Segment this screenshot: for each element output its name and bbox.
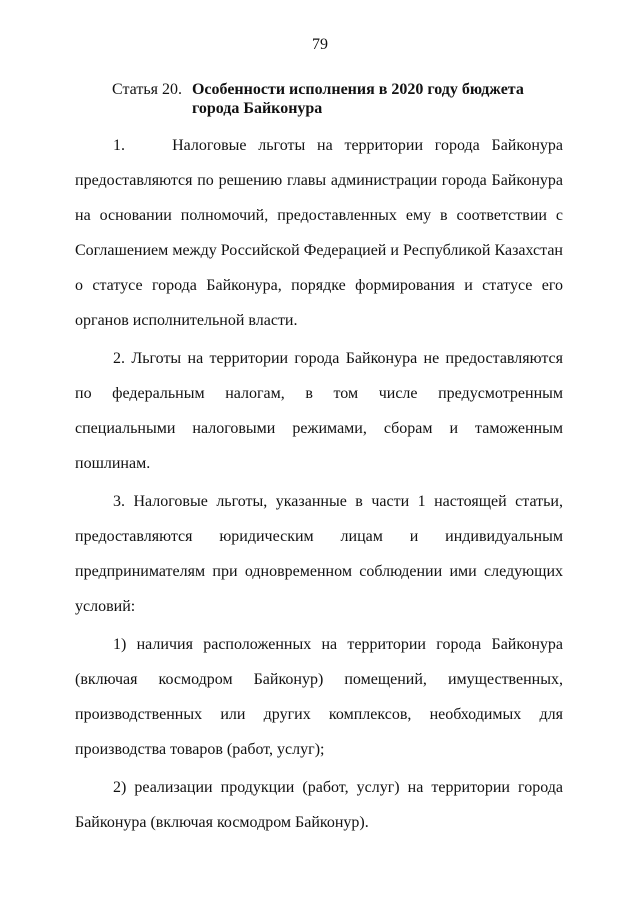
paragraph-1: 1. Налоговые льготы на территории города Байконура предоставляются по решению главы администрации города Байконура на основании полномочий, предоставленных ему в соответствии с Соглашением между Российской Федерацией и Республикой Казахстан о статусе города Байконура, порядке формирования и статусе его органов исполнительной власти.: [75, 137, 563, 329]
article-number: Статья 20.: [112, 81, 182, 98]
article-title: Особенности исполнения в 2020 году бюджета города Байконура: [191, 81, 524, 117]
article-heading: [112, 80, 572, 118]
paragraph-4: 1) наличия расположенных на территории города Байконура (включая космодром Байконур) помещений, имущественных, производственных или других комплексов, необходимых для производства товаров (работ, услуг);: [75, 636, 563, 758]
page-number: 79: [312, 36, 328, 53]
paragraph-5: 2) реализации продукции (работ, услуг) на территории города Байконура (включая космодром Байконур).: [75, 779, 563, 831]
paragraph-2: 2. Льготы на территории города Байконура не предоставляются по федеральным налогам, в том числе предусмотренным специальными налоговыми режимами, сборам и таможенным пошлинам.: [75, 350, 563, 472]
article-body: [75, 128, 563, 840]
paragraph-3: 3. Налоговые льготы, указанные в части 1 настоящей статьи, предоставляются юридическим лицам и индивидуальным предпринимателям при одновременном соблюдении ими следующих условий:: [75, 493, 563, 615]
